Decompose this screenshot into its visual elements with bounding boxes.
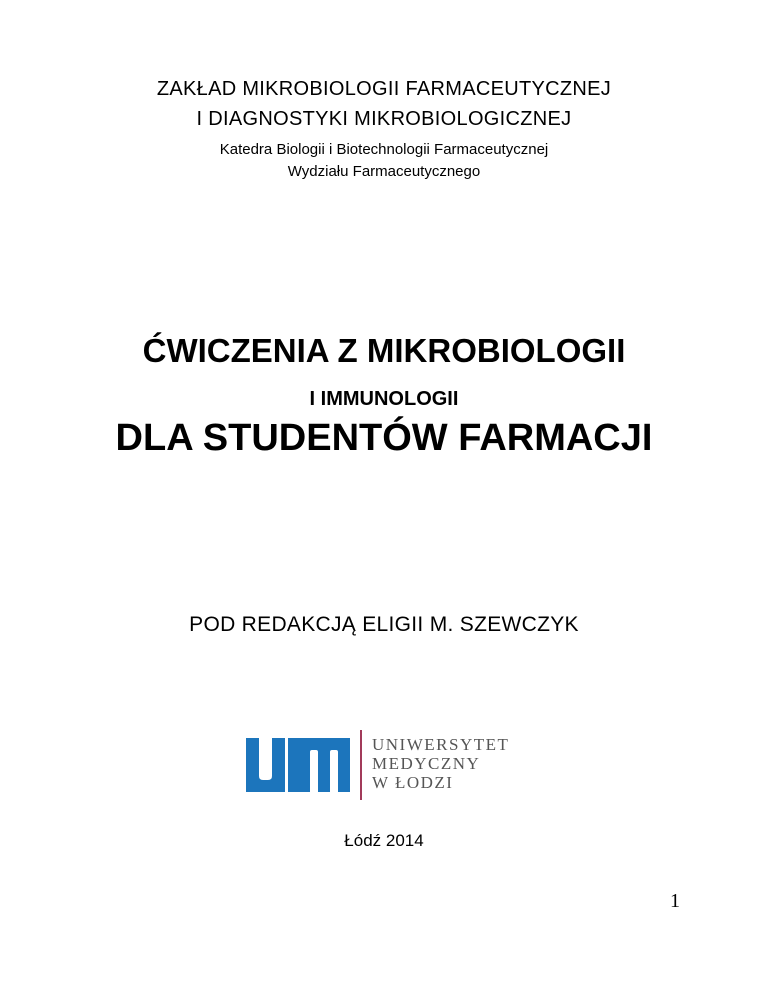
department-name-line2: I DIAGNOSTYKI MIKROBIOLOGICZNEJ <box>196 108 572 130</box>
um-logo-mark <box>246 738 350 792</box>
document-title-line1: ĆWICZENIA Z MIKROBIOLOGII <box>142 332 626 369</box>
page-number: 1 <box>670 890 680 912</box>
chair-name: Katedra Biologii i Biotechnologii Farmaceutycznej <box>219 141 549 158</box>
logo-divider <box>360 730 362 800</box>
editor-credit: POD REDAKCJĄ ELIGII M. SZEWCZYK <box>189 613 579 636</box>
department-name-line1: ZAKŁAD MIKROBIOLOGII FARMACEUTYCZNEJ <box>156 78 612 100</box>
logo-wordmark <box>372 735 509 792</box>
logo-text-line2: MEDYCZNY <box>372 754 481 773</box>
place-and-year: Łódź 2014 <box>344 831 424 850</box>
faculty-name: Wydziału Farmaceutycznego <box>287 163 481 180</box>
logo-text-line3: W ŁODZI <box>372 773 454 792</box>
logo-text-line1: UNIWERSYTET <box>372 735 510 754</box>
document-title-line3: DLA STUDENTÓW FARMACJI <box>115 417 653 459</box>
university-logo <box>246 730 536 800</box>
document-title-line2: I IMMUNOLOGII <box>309 388 459 410</box>
